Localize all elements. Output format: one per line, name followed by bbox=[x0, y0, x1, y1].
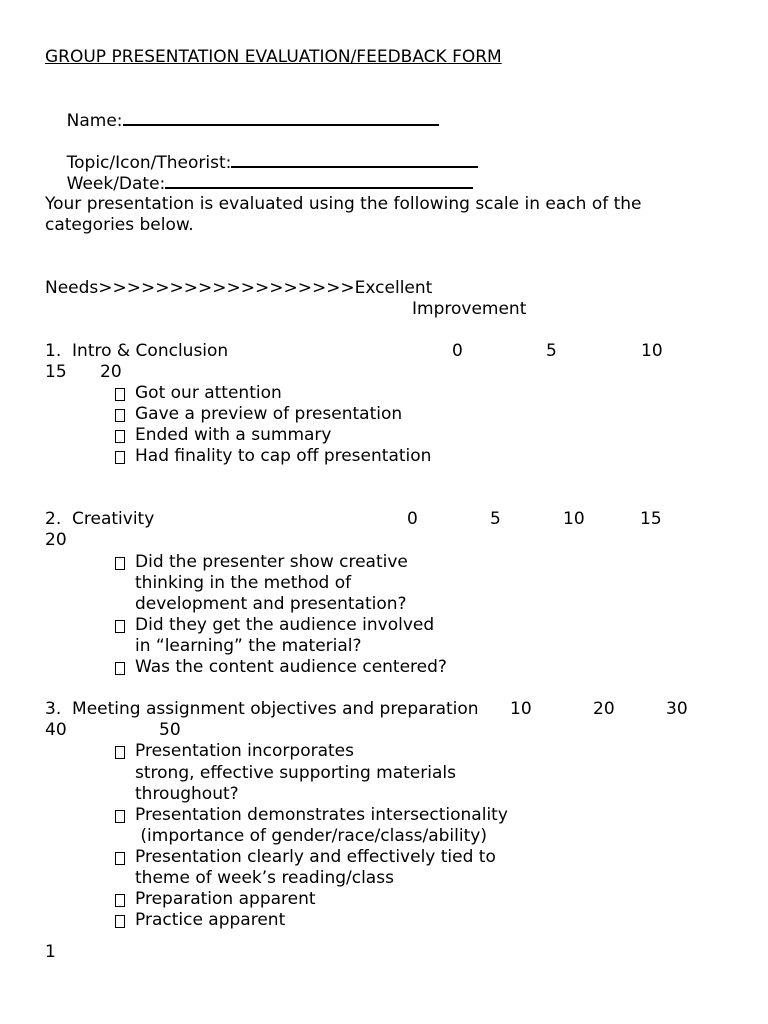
checkbox-icon[interactable] bbox=[115, 894, 125, 907]
checkbox-icon[interactable] bbox=[115, 388, 125, 401]
section-1-score[interactable]: 10 bbox=[641, 341, 663, 361]
section-3-item: strong, effective supporting materials bbox=[135, 763, 456, 783]
section-2-item: development and presentation? bbox=[135, 594, 407, 614]
section-2-score[interactable]: 0 bbox=[407, 509, 418, 529]
section-2-score[interactable]: 5 bbox=[490, 509, 501, 529]
checkbox-icon[interactable] bbox=[115, 430, 125, 443]
section-1-score[interactable]: 0 bbox=[452, 341, 463, 361]
section-3-score[interactable]: 40 bbox=[45, 720, 67, 740]
form-title: GROUP PRESENTATION EVALUATION/FEEDBACK FORM bbox=[45, 47, 502, 67]
section-1-score[interactable]: 5 bbox=[546, 341, 557, 361]
section-2-score[interactable]: 15 bbox=[640, 509, 662, 529]
section-2-item: thinking in the method of bbox=[135, 573, 352, 593]
section-3-item: Presentation demonstrates intersectionality bbox=[135, 805, 508, 825]
section-3-title: 3. Meeting assignment objectives and preparation bbox=[45, 699, 479, 719]
section-1-title: 1. Intro & Conclusion bbox=[45, 341, 229, 361]
section-3-item: throughout? bbox=[135, 784, 239, 804]
checkbox-icon[interactable] bbox=[115, 620, 125, 633]
section-3-item: Practice apparent bbox=[135, 910, 286, 930]
name-blank-line[interactable] bbox=[123, 110, 439, 126]
section-3-item: Presentation clearly and effectively tied to bbox=[135, 847, 496, 867]
section-1-item: Gave a preview of presentation bbox=[135, 404, 403, 424]
section-1-item: Got our attention bbox=[135, 383, 282, 403]
section-3-score[interactable]: 10 bbox=[510, 699, 532, 719]
checkbox-icon[interactable] bbox=[115, 915, 125, 928]
section-2-item: Did they get the audience involved bbox=[135, 615, 435, 635]
section-1-item: Had finality to cap off presentation bbox=[135, 446, 432, 466]
section-2-score[interactable]: 20 bbox=[45, 530, 67, 550]
checkbox-icon[interactable] bbox=[115, 852, 125, 865]
scale-header: Needs>>>>>>>>>>>>>>>>>>Excellent bbox=[45, 278, 433, 298]
section-2-title: 2. Creativity bbox=[45, 509, 155, 529]
checkbox-icon[interactable] bbox=[115, 557, 125, 570]
checkbox-icon[interactable] bbox=[115, 810, 125, 823]
section-3-item: Preparation apparent bbox=[135, 889, 316, 909]
checkbox-icon[interactable] bbox=[115, 662, 125, 675]
section-1-score[interactable]: 15 bbox=[45, 362, 67, 382]
checkbox-icon[interactable] bbox=[115, 746, 125, 759]
section-1-score[interactable]: 20 bbox=[100, 362, 122, 382]
section-2-score[interactable]: 10 bbox=[563, 509, 585, 529]
scale-subheader: Improvement bbox=[412, 299, 527, 319]
section-3-score[interactable]: 50 bbox=[159, 720, 181, 740]
section-2-item: Was the content audience centered? bbox=[135, 657, 447, 677]
name-label: Name: bbox=[66, 111, 123, 131]
section-3-item: (importance of gender/race/class/ability) bbox=[135, 826, 487, 846]
section-2-item: Did the presenter show creative bbox=[135, 552, 408, 572]
section-3-score[interactable]: 20 bbox=[593, 699, 615, 719]
section-3-item: Presentation incorporates bbox=[135, 741, 354, 761]
section-2-item: in “learning” the material? bbox=[135, 636, 362, 656]
section-1-item: Ended with a summary bbox=[135, 425, 332, 445]
instructions-line-1: Your presentation is evaluated using the following scale in each of the bbox=[45, 194, 642, 214]
instructions-line-2: categories below. bbox=[45, 215, 194, 235]
week-label: Week/Date: bbox=[66, 174, 166, 194]
week-blank-line[interactable] bbox=[165, 173, 473, 189]
page-number: 1 bbox=[45, 942, 56, 962]
topic-label: Topic/Icon/Theorist: bbox=[66, 153, 232, 173]
section-3-item: theme of week’s reading/class bbox=[135, 868, 394, 888]
checkbox-icon[interactable] bbox=[115, 451, 125, 464]
checkbox-icon[interactable] bbox=[115, 409, 125, 422]
section-3-score[interactable]: 30 bbox=[666, 699, 688, 719]
